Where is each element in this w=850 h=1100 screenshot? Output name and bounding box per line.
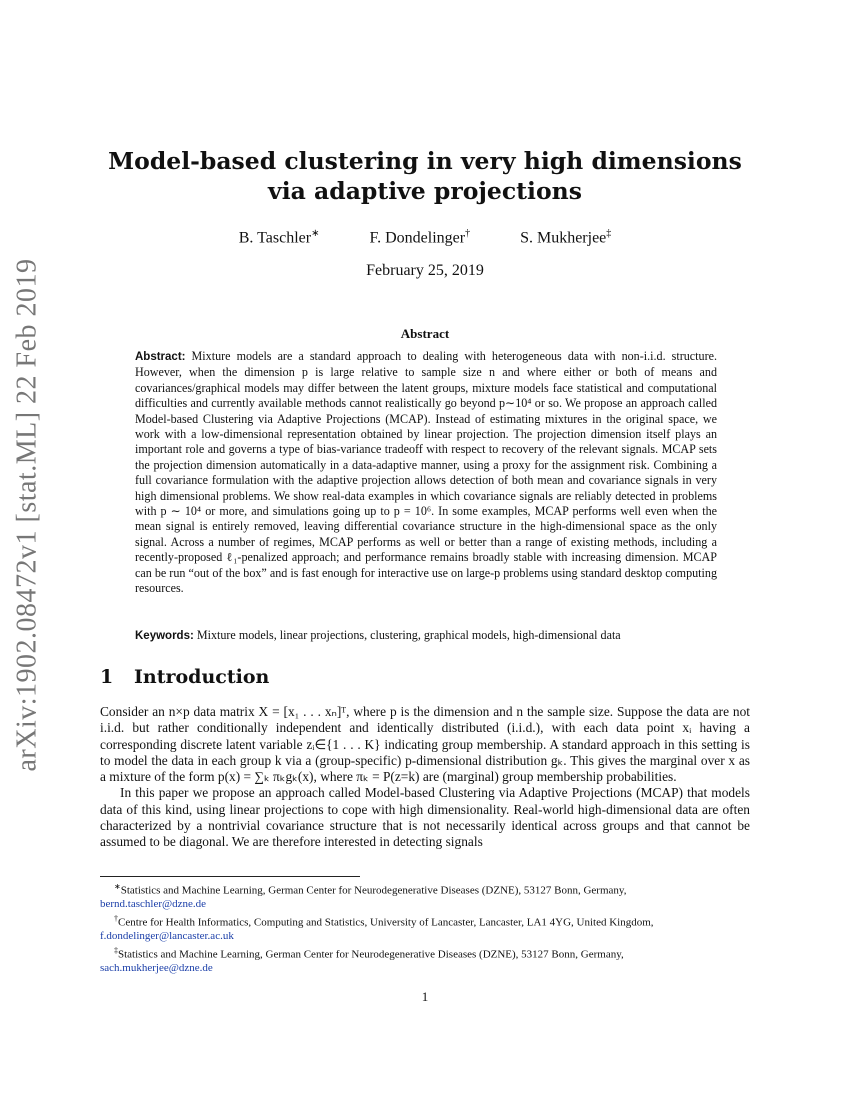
author: B. Taschler∗	[238, 228, 320, 247]
abstract-text: Mixture models are a standard approach to dealing with heterogeneous data with non-i.i.d. structure. However, when the dimension p is large relative to sample size n and where either or both of means and covariances/graphical models may differ between the latent groups, mixture models face statistical and computational difficulties and currently available methods cannot realistically go beyond p∼10⁴ or so. We propose an approach called Model-based Clustering via Adaptive Projections (MCAP). Instead of estimating mixtures in the original space, we work with a low-dimensional representation obtained by linear projection. The projection dimension itself plays an important role and governs a type of bias-variance tradeoff with respect to recovery of the relevant signals. MCAP sets the projection dimension automatically in a data-adaptive manner, using a proxy for the assignment risk. Combining a full covariance formulation with the adaptive projection allows detection of both mean and covariance signals in very high dimensional problems. We show real-data examples in which covariance signals are reliably detected in problems with p ∼ 10⁴ or more, and simulations going up to p = 10⁶. In some examples, MCAP performs well even when the mean signal is entirely removed, leaving differential covariance structure in the high-dimensional space as the only signal. Across a number of regimes, MCAP performs as well or better than a range of existing methods, including a recently-proposed ℓ₁-penalized approach; and performance remains broadly stable with increasing dimension. MCAP can be run “out of the box” and is fast enough for interactive use on large-p problems using standard desktop computing resources.	[135, 349, 717, 596]
abstract-body	[135, 349, 717, 597]
section-number: 1	[100, 666, 114, 688]
paper-date: February 25, 2019	[366, 262, 484, 279]
email-link[interactable]: f.dondelinger@lancaster.ac.uk	[100, 930, 234, 943]
section-heading	[100, 666, 269, 688]
paragraph: Consider an n×p data matrix X = [x₁ . . . xₙ]ᵀ, where p is the dimension and n the sample size. Suppose the data are not i.i.d. but rather conditionally independent and identically distributed (i.i.d.), with each data point xᵢ having a corresponding discrete latent variable zᵢ∈{1 . . . K} indicating group membership. A standard approach in this setting is to model the data in each group k via a (group-specific) p-dimensional distribution gₖ. This gives the marginal over x as a mixture of the form p(x) = ∑ₖ πₖgₖ(x), where πₖ = P(z=k) are (marginal) group membership probabilities.	[100, 704, 750, 785]
author: F. Dondelinger†	[369, 228, 471, 247]
footnote: †Centre for Health Informatics, Computing and Statistics, University of Lancaster, Lancaster, LA1 4YG, United Kingdom, f.dondelinger@lancaster.ac.uk	[100, 912, 750, 944]
footnote: ‡Statistics and Machine Learning, German Center for Neurodegenerative Diseases (DZNE), 53127 Bonn, Germany, sach.mukherjee@dzne.de	[100, 944, 750, 976]
author: S. Mukherjee‡	[520, 228, 612, 247]
abstract-label: Abstract:	[135, 351, 186, 363]
paper-title: Model-based clustering in very high dimensions via adaptive projections	[108, 147, 742, 205]
page-number: 1	[421, 989, 429, 1004]
author-list	[100, 228, 750, 247]
keywords-label: Keywords:	[135, 630, 194, 642]
paragraph: In this paper we propose an approach called Model-based Clustering via Adaptive Projections (MCAP) that models data of this kind, using linear projections to cope with high dimensionality. Real-world high-dimensional data are often characterized by a nontrivial covariance structure that is not necessarily identical across groups and that cannot be assumed to be diagonal. We are therefore interested in detecting signals	[100, 785, 750, 850]
arxiv-id: arXiv:1902.08472v1 [stat.ML] 22 Feb 2019	[12, 258, 43, 772]
footnotes	[100, 880, 750, 976]
email-link[interactable]: sach.mukherjee@dzne.de	[100, 961, 213, 974]
introduction-body	[100, 704, 750, 851]
footnote-divider	[100, 876, 360, 877]
footnote: ∗Statistics and Machine Learning, German Center for Neurodegenerative Diseases (DZNE), 53127 Bonn, Germany, bernd.taschler@dzne.de	[100, 880, 750, 912]
arxiv-stamp	[8, 255, 48, 775]
keywords-text: Mixture models, linear projections, clustering, graphical models, high-dimensional data	[196, 628, 621, 642]
section-title: Introduction	[134, 666, 270, 688]
keywords	[135, 628, 717, 644]
abstract-heading: Abstract	[400, 326, 450, 341]
email-link[interactable]: bernd.taschler@dzne.de	[100, 898, 207, 911]
